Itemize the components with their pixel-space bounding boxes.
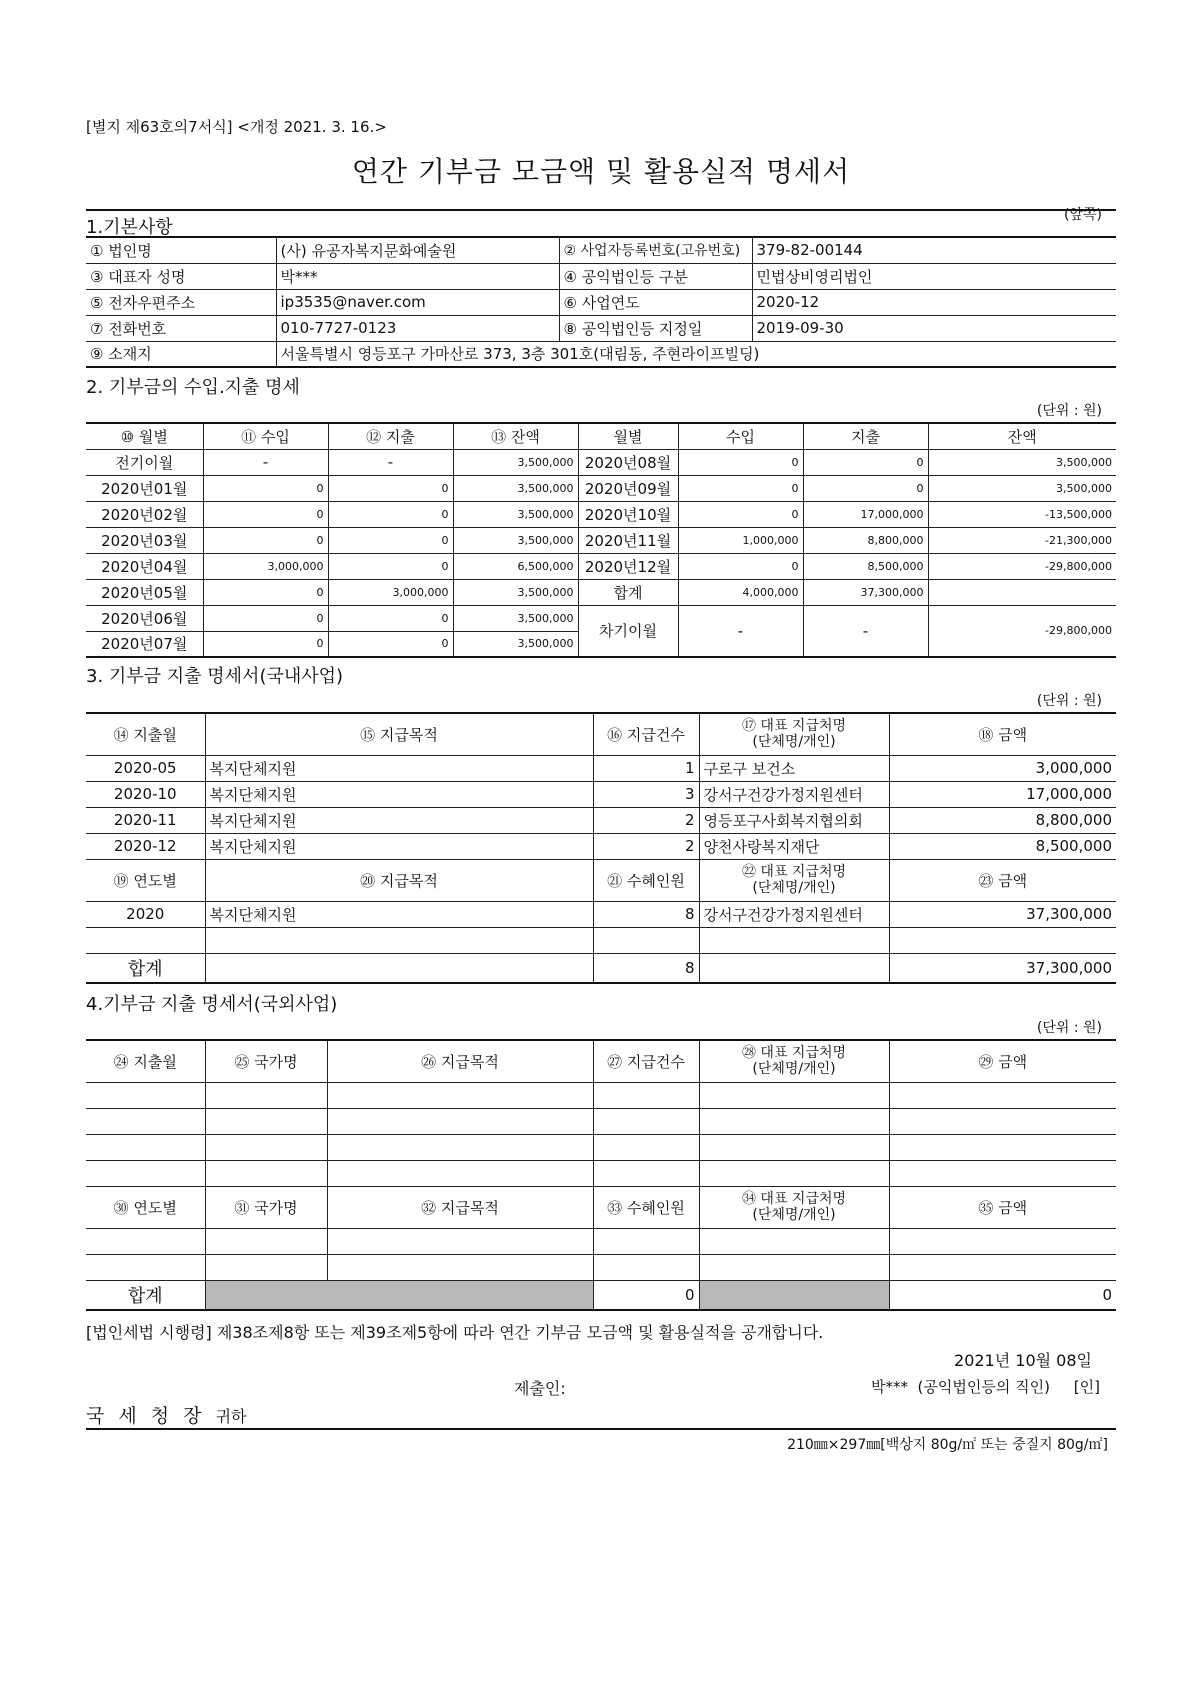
balance-cell: 3,500,000	[453, 501, 578, 527]
col-header: ⑱ 금액	[889, 713, 1116, 755]
income-cell: 0	[203, 527, 328, 553]
section4-title: 4.기부금 지출 명세서(국외사업)	[86, 994, 338, 1015]
balance-cell: 3,500,000	[453, 475, 578, 501]
domestic-header-row	[86, 713, 1116, 755]
field-value: 010-7727-0123	[276, 315, 559, 341]
basic-info-table	[86, 236, 1116, 368]
total-expense-cell: 37,300,000	[803, 579, 928, 605]
col-header: ⑲ 연도별	[86, 859, 205, 901]
col-header: ⑳ 지급목적	[205, 859, 593, 901]
field-label: ② 사업자등록번호(고유번호)	[559, 237, 752, 263]
field-label: ③ 대표자 성명	[86, 263, 276, 289]
overseas-expense-table	[86, 1039, 1116, 1311]
overseas-yearly-header-row	[86, 1186, 1116, 1228]
amount-cell: 17,000,000	[889, 781, 1116, 807]
shaded-cell	[205, 1280, 593, 1310]
field-label: ⑦ 전화번호	[86, 315, 276, 341]
month-cell: 2020년08월	[578, 449, 678, 475]
income-header-row	[86, 423, 1116, 449]
field-value: 2019-09-30	[752, 315, 1116, 341]
field-label: ④ 공익법인등 구분	[559, 263, 752, 289]
section2-unit: (단위 : 원)	[1036, 403, 1102, 419]
field-value: 379-82-00144	[752, 237, 1116, 263]
col-header	[699, 859, 889, 901]
col-header: ㉑ 수혜인원	[593, 859, 699, 901]
col-header: ⑮ 지급목적	[205, 713, 593, 755]
basic-info-row	[86, 315, 1116, 341]
month-cell: 2020-11	[86, 807, 205, 833]
total-income-cell: 4,000,000	[678, 579, 803, 605]
paper-spec: 210㎜×297㎜[백상지 80g/㎡ 또는 중질지 80g/㎡]	[787, 1437, 1108, 1453]
payee-cell: 구로구 보건소	[699, 755, 889, 781]
basic-info-row	[86, 237, 1116, 263]
carry-income: -	[678, 605, 803, 657]
total-count: 0	[593, 1280, 699, 1310]
income-cell: 0	[678, 475, 803, 501]
empty-row	[86, 927, 1116, 953]
col-header: ㉚ 연도별	[86, 1186, 205, 1228]
month-cell: 2020년02월	[86, 501, 203, 527]
address-value: 서울특별시 영등포구 가마산로 373, 3층 301호(대림동, 주현라이프빌딩)	[276, 341, 1116, 367]
month-cell: 2020년04월	[86, 553, 203, 579]
amount-cell: 8,500,000	[889, 833, 1116, 859]
total-row	[86, 1280, 1116, 1310]
col-header: ⑬ 잔액	[453, 423, 578, 449]
payee-header-sub: (단체명/개인)	[752, 734, 836, 751]
count-cell: 3	[593, 781, 699, 807]
total-balance-cell	[928, 579, 1116, 605]
col-header: ㉗ 지급건수	[593, 1040, 699, 1082]
expense-cell: 8,800,000	[803, 527, 928, 553]
field-value: 민법상비영리법인	[752, 263, 1116, 289]
carry-balance: -29,800,000	[928, 605, 1116, 657]
balance-cell: -13,500,000	[928, 501, 1116, 527]
table-row	[86, 579, 1116, 605]
purpose-cell: 복지단체지원	[205, 833, 593, 859]
field-value: 2020-12	[752, 289, 1116, 315]
month-cell: 2020년07월	[86, 631, 203, 657]
expense-cell: 0	[328, 501, 453, 527]
balance-cell: 3,500,000	[453, 605, 578, 631]
col-header: ㉝ 수혜인원	[593, 1186, 699, 1228]
payee-header-line: ⑰ 대표 지급처명	[741, 718, 847, 735]
form-number: [별지 제63호의7서식] <개정 2021. 3. 16.>	[86, 118, 387, 136]
total-label: 합계	[86, 953, 205, 983]
field-label: ① 법인명	[86, 237, 276, 263]
purpose-cell: 복지단체지원	[205, 755, 593, 781]
purpose-cell: 복지단체지원	[205, 901, 593, 927]
col-header: ㉛ 국가명	[205, 1186, 327, 1228]
expense-cell: 0	[328, 553, 453, 579]
table-row	[86, 449, 1116, 475]
field-value: (사) 유공자복지문화예술원	[276, 237, 559, 263]
col-header	[699, 1186, 889, 1228]
carry-expense: -	[803, 605, 928, 657]
month-cell: 2020-12	[86, 833, 205, 859]
payee-cell: 강서구건강가정지원센터	[699, 901, 889, 927]
table-row	[86, 833, 1116, 859]
expense-cell: 0	[803, 449, 928, 475]
total-label: 합계	[86, 1280, 205, 1310]
purpose-cell: 복지단체지원	[205, 781, 593, 807]
col-header	[699, 1040, 889, 1082]
beneficiary-cell: 8	[593, 901, 699, 927]
col-header: 잔액	[928, 423, 1116, 449]
table-row	[86, 901, 1116, 927]
payee-cell: 강서구건강가정지원센터	[699, 781, 889, 807]
submission-date: 2021년 10월 08일	[954, 1351, 1092, 1370]
domestic-yearly-header-row	[86, 859, 1116, 901]
col-header: ⑩ 월별	[86, 423, 203, 449]
balance-cell: 3,500,000	[928, 475, 1116, 501]
col-header: 월별	[578, 423, 678, 449]
month-cell: 2020년12월	[578, 553, 678, 579]
income-cell: 0	[203, 631, 328, 657]
balance-cell: 3,500,000	[453, 449, 578, 475]
month-cell: 2020년03월	[86, 527, 203, 553]
col-header: ㉙ 금액	[889, 1040, 1116, 1082]
col-header: ㉖ 지급목적	[327, 1040, 593, 1082]
expense-cell: 8,500,000	[803, 553, 928, 579]
col-header: ㉔ 지출월	[86, 1040, 205, 1082]
col-header: ㉕ 국가명	[205, 1040, 327, 1082]
shaded-cell	[699, 1280, 889, 1310]
purpose-cell: 복지단체지원	[205, 807, 593, 833]
total-amount: 37,300,000	[889, 953, 1116, 983]
amount-cell: 37,300,000	[889, 901, 1116, 927]
col-header: 수입	[678, 423, 803, 449]
col-header: ⑫ 지출	[328, 423, 453, 449]
expense-cell: 17,000,000	[803, 501, 928, 527]
table-row	[86, 553, 1116, 579]
balance-cell: 3,500,000	[453, 579, 578, 605]
overseas-header-row	[86, 1040, 1116, 1082]
submitter-label: 제출인:	[514, 1379, 566, 1398]
address-row	[86, 341, 1116, 367]
payee-header-sub: (단체명/개인)	[752, 1061, 836, 1078]
expense-cell: 0	[803, 475, 928, 501]
recipient-suffix: 귀하	[215, 1407, 247, 1426]
payee-header-line: ㉒ 대표 지급처명	[741, 864, 847, 880]
field-value: 박***	[276, 263, 559, 289]
income-cell: -	[203, 449, 328, 475]
expense-cell: -	[328, 449, 453, 475]
income-cell: 0	[203, 475, 328, 501]
legal-note: [법인세법 시행령] 제38조제8항 또는 제39조제5항에 따라 연간 기부금 모금액 및 활용실적을 공개합니다.	[86, 1323, 824, 1342]
col-header: ㉓ 금액	[889, 859, 1116, 901]
balance-cell: 6,500,000	[453, 553, 578, 579]
month-cell: 전기이월	[86, 449, 203, 475]
income-cell: 0	[203, 605, 328, 631]
payee-header-line: ㉘ 대표 지급처명	[741, 1045, 847, 1062]
address-label: ⑨ 소재지	[86, 341, 276, 367]
section3-unit: (단위 : 원)	[1036, 693, 1102, 709]
payee-header-sub: (단체명/개인)	[752, 1207, 836, 1223]
expense-cell: 0	[328, 527, 453, 553]
empty-row	[86, 1254, 1116, 1280]
balance-cell: -29,800,000	[928, 553, 1116, 579]
table-row	[86, 501, 1116, 527]
section1-title: 1.기본사항	[86, 217, 173, 238]
field-label: ⑧ 공익법인등 지정일	[559, 315, 752, 341]
count-cell: 1	[593, 755, 699, 781]
month-cell: 2020년09월	[578, 475, 678, 501]
section1-top-rule	[86, 209, 1116, 211]
payee-cell: 양천사랑복지재단	[699, 833, 889, 859]
income-cell: 0	[203, 501, 328, 527]
basic-info-row	[86, 263, 1116, 289]
expense-cell: 0	[328, 475, 453, 501]
table-row	[86, 475, 1116, 501]
col-header: 지출	[803, 423, 928, 449]
count-cell: 2	[593, 807, 699, 833]
month-cell: 2020년01월	[86, 475, 203, 501]
total-count: 8	[593, 953, 699, 983]
col-header: ㉜ 지급목적	[327, 1186, 593, 1228]
empty-row	[86, 1134, 1116, 1160]
col-header: ⑪ 수입	[203, 423, 328, 449]
amount-cell: 8,800,000	[889, 807, 1116, 833]
payee-header-sub: (단체명/개인)	[752, 880, 836, 896]
income-cell: 0	[678, 553, 803, 579]
month-cell: 2020-10	[86, 781, 205, 807]
section2-title: 2. 기부금의 수입.지출 명세	[86, 377, 300, 398]
month-cell: 2020년05월	[86, 579, 203, 605]
table-row	[86, 781, 1116, 807]
carry-label: 차기이월	[578, 605, 678, 657]
basic-info-row	[86, 289, 1116, 315]
submitter-seal: 박*** (공익법인등의 직인) [인]	[871, 1378, 1100, 1396]
expense-cell: 3,000,000	[328, 579, 453, 605]
section3-title: 3. 기부금 지출 명세서(국내사업)	[86, 666, 344, 687]
amount-cell: 3,000,000	[889, 755, 1116, 781]
table-row	[86, 605, 1116, 631]
month-cell: 2020-05	[86, 755, 205, 781]
year-cell: 2020	[86, 901, 205, 927]
total-amount: 0	[889, 1280, 1116, 1310]
income-cell: 0	[203, 579, 328, 605]
document-title: 연간 기부금 모금액 및 활용실적 명세서	[351, 155, 851, 188]
balance-cell: -21,300,000	[928, 527, 1116, 553]
month-cell: 2020년10월	[578, 501, 678, 527]
col-header: ⑯ 지급건수	[593, 713, 699, 755]
recipient	[86, 1401, 247, 1428]
balance-cell: 3,500,000	[453, 631, 578, 657]
domestic-expense-table	[86, 712, 1116, 984]
income-cell: 0	[678, 501, 803, 527]
total-row	[86, 953, 1116, 983]
col-header: ㉟ 금액	[889, 1186, 1116, 1228]
income-cell: 1,000,000	[678, 527, 803, 553]
month-cell: 2020년11월	[578, 527, 678, 553]
income-cell: 3,000,000	[203, 553, 328, 579]
balance-cell: 3,500,000	[453, 527, 578, 553]
section4-unit: (단위 : 원)	[1036, 1020, 1102, 1036]
recipient-name: 국 세 청 장	[86, 1405, 206, 1427]
field-label: ⑤ 전자우편주소	[86, 289, 276, 315]
month-cell: 2020년06월	[86, 605, 203, 631]
empty-row	[86, 1160, 1116, 1186]
income-cell: 0	[678, 449, 803, 475]
col-header	[699, 713, 889, 755]
total-label: 합계	[578, 579, 678, 605]
table-row	[86, 755, 1116, 781]
col-header: ⑭ 지출월	[86, 713, 205, 755]
footer-rule	[86, 1428, 1116, 1430]
table-row	[86, 527, 1116, 553]
empty-row	[86, 1228, 1116, 1254]
field-label: ⑥ 사업연도	[559, 289, 752, 315]
balance-cell: 3,500,000	[928, 449, 1116, 475]
expense-cell: 0	[328, 605, 453, 631]
table-row	[86, 807, 1116, 833]
payee-header-line: ㉞ 대표 지급처명	[741, 1191, 847, 1207]
page-side-label: (앞쪽)	[1064, 207, 1102, 223]
empty-row	[86, 1108, 1116, 1134]
count-cell: 2	[593, 833, 699, 859]
expense-cell: 0	[328, 631, 453, 657]
field-value: ip3535@naver.com	[276, 289, 559, 315]
income-expense-table	[86, 422, 1116, 658]
payee-cell: 영등포구사회복지협의회	[699, 807, 889, 833]
empty-row	[86, 1082, 1116, 1108]
